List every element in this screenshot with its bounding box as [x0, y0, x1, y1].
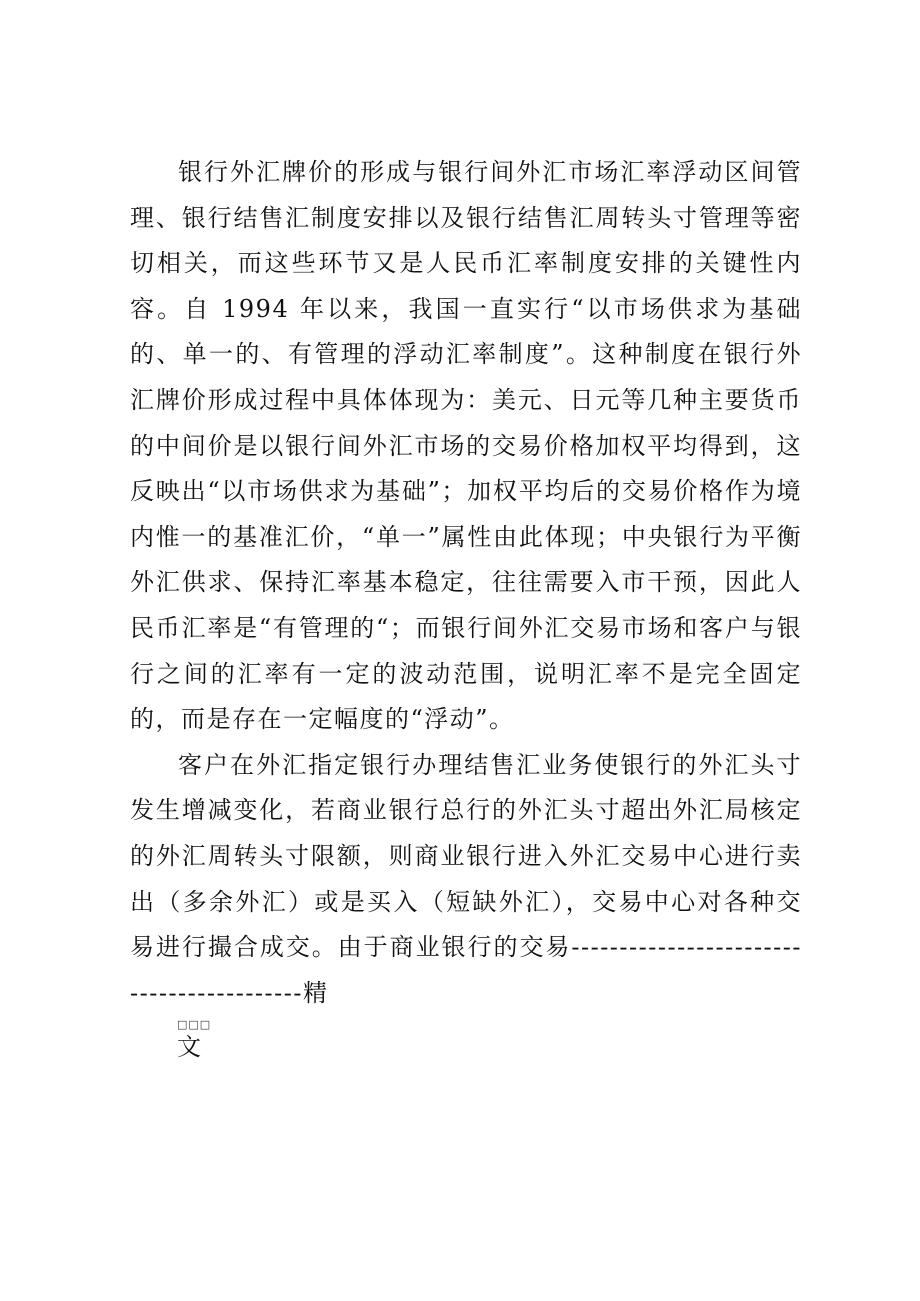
- paragraph-1: 银行外汇牌价的形成与银行间外汇市场汇率浮动区间管理、银行结售汇制度安排以及银行结售汇周转头寸管理等密切相关，而这些环节又是人民币汇率制度安排的关键性内容。自 1994 年以来，我国一直实行“以市场供求为基础的、单一的、有管理的浮动汇率制度”。这种制度在银行外汇牌价形成过程中具体体现为：美元、日元等几种主要货币的中间价是以银行间外汇市场的交易价格加权平均得到，这反映出“以市场供求为基础”；加权平均后的交易价格作为境内惟一的基准汇价，“单一”属性由此体现；中央银行为平衡外汇供求、保持汇率基本稳定，往往需要入市干预，因此人民币汇率是“有管理的“；而银行间外汇交易市场和客户与银行之间的汇率有一定的波动范围，说明汇率不是完全固定的，而是存在一定幅度的“浮动”。: [130, 158, 802, 734]
- paragraph-2: 客户在外汇指定银行办理结售汇业务使银行的外汇头寸发生增减变化，若商业银行总行的外汇头寸超出外汇局核定的外汇周转头寸限额，则商业银行进入外汇交易中心进行卖出（多余外汇）或是买入（短缺外汇），交易中心对各种交易进行撮合成交。由于商业银行的交易------------------------------------------精: [130, 750, 802, 1007]
- footer-character: 文: [177, 1033, 201, 1061]
- body-text: [130, 150, 802, 1016]
- footer-mark: [177, 1018, 217, 1062]
- placeholder-boxes: □□□: [177, 1018, 212, 1031]
